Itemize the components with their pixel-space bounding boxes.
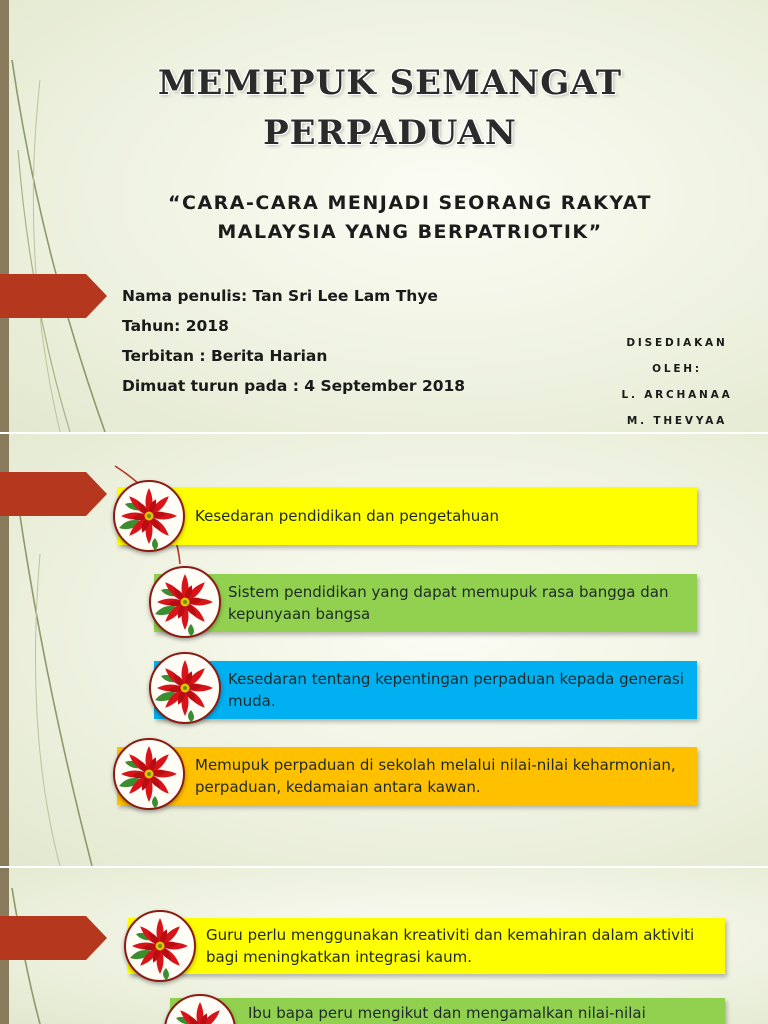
subtitle-line-2: MALAYSIA YANG BERPATRIOTIK” [217, 221, 603, 243]
prepared-by-name-2: M. THEVYAA [626, 415, 728, 427]
prepared-by-label: DISEDIAKAN OLEH: [626, 337, 728, 375]
slide-1 [0, 0, 768, 432]
list-item-text: Sistem pendidikan yang dapat memupuk rasa bangga dan kepunyaan bangsa [228, 583, 669, 623]
tab-marker [0, 916, 107, 960]
poinsettia-icon [149, 652, 221, 724]
title-line-1: MEMEPUK SEMANGAT [157, 63, 623, 103]
list-item-text: Ibu bapa peru mengikut dan mengamalkan nilai-nilai [248, 1004, 646, 1022]
prepared-by-name-1: L. ARCHANAA [621, 389, 733, 401]
slide-2 [0, 434, 768, 866]
slide-title [90, 58, 690, 158]
tab-marker [0, 274, 107, 318]
list-item-text: Memupuk perpaduan di sekolah melalui nilai-nilai keharmonian, perpaduan, kedamaian antara kawan. [195, 756, 676, 796]
info-year: Tahun: 2018 [122, 317, 229, 335]
poinsettia-icon [124, 910, 196, 982]
title-line-2: PERPADUAN [263, 113, 517, 153]
list-item [154, 661, 697, 719]
info-download-date: Dimuat turun pada : 4 September 2018 [122, 377, 466, 395]
list-item [154, 574, 697, 632]
list-item [170, 998, 725, 1024]
prepared-by [602, 330, 752, 432]
list-item-text: Guru perlu menggunakan kreativiti dan kemahiran dalam aktiviti bagi meningkatkan integrasi kaum. [206, 926, 695, 966]
list-item-text: Kesedaran pendidikan dan pengetahuan [195, 507, 500, 525]
slide-3 [0, 868, 768, 1024]
source-info [122, 281, 465, 401]
list-item-text: Kesedaran tentang kepentingan perpaduan kepada generasi muda. [228, 670, 684, 710]
info-author: Nama penulis: Tan Sri Lee Lam Thye [122, 287, 438, 305]
list-item [117, 747, 697, 805]
list-item [117, 487, 697, 545]
poinsettia-icon [113, 738, 185, 810]
info-publisher: Terbitan : Berita Harian [122, 347, 328, 365]
poinsettia-icon [149, 566, 221, 638]
poinsettia-icon [113, 480, 185, 552]
tab-marker [0, 472, 107, 516]
subtitle-line-1: “CARA-CARA MENJADI SEORANG RAKYAT [168, 192, 652, 214]
slide-subtitle [110, 189, 710, 247]
list-item [128, 918, 725, 974]
